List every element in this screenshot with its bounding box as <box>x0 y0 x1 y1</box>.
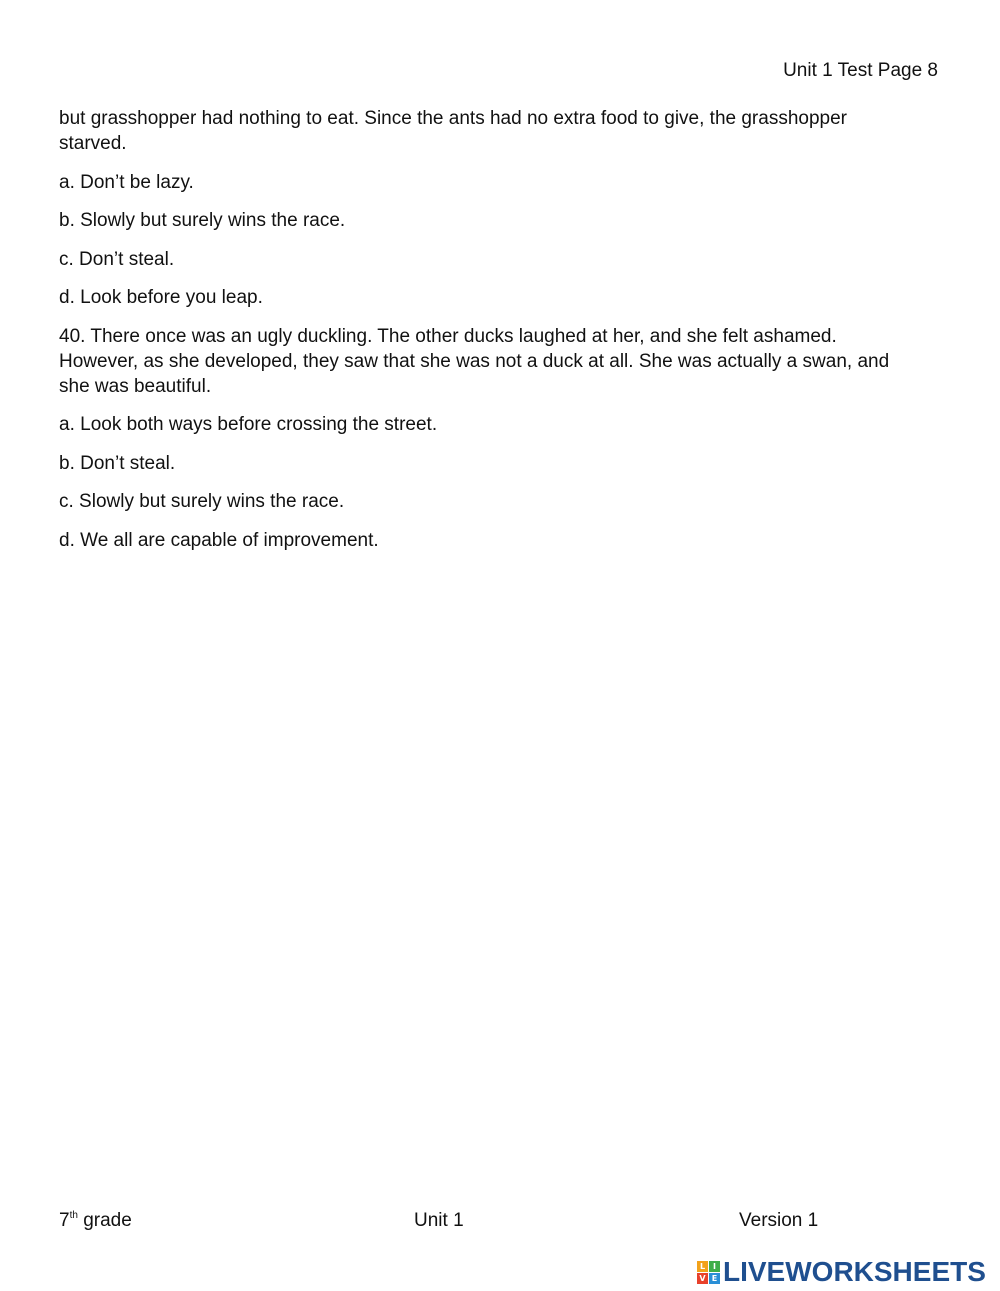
answer-option: d. Look before you leap. <box>59 287 263 308</box>
logo-mark-tile: V <box>697 1273 708 1284</box>
answer-option: b. Don’t steal. <box>59 452 176 474</box>
answer-option: a. Look both ways before crossing the street. <box>59 414 438 435</box>
footer-version: Version 1 <box>739 1210 819 1231</box>
worksheet-content <box>59 106 919 566</box>
story-continuation: but grasshopper had nothing to eat. Since the ants had no extra food to give, the grasshopper starved. <box>59 108 847 154</box>
answer-option: a. Don’t be lazy. <box>59 171 194 193</box>
answer-option: b. Slowly but surely wins the race. <box>59 210 346 231</box>
footer-grade <box>59 1210 132 1232</box>
grade-number: 7 <box>59 1210 70 1231</box>
liveworksheets-logo <box>697 1257 986 1287</box>
grade-suffix: th <box>69 1210 78 1221</box>
question-40: 40. There once was an ugly duckling. The other ducks laughed at her, and she felt ashamed. However, as she developed, they saw that she was not a duck at all. She was actually a swan, and she was beautiful. <box>59 325 890 397</box>
page-header: Unit 1 Test Page 8 <box>783 60 938 81</box>
logo-mark-icon <box>697 1261 720 1284</box>
logo-mark-tile: I <box>709 1261 720 1272</box>
answer-option: c. Don’t steal. <box>59 248 175 270</box>
logo-mark-tile: L <box>697 1261 708 1272</box>
answer-option: c. Slowly but surely wins the race. <box>59 491 345 512</box>
footer-unit: Unit 1 <box>414 1210 464 1231</box>
answer-option: d. We all are capable of improvement. <box>59 529 379 551</box>
logo-mark-tile: E <box>709 1273 720 1284</box>
logo-text: LIVEWORKSHEETS <box>723 1256 986 1287</box>
grade-word: grade <box>83 1210 132 1231</box>
